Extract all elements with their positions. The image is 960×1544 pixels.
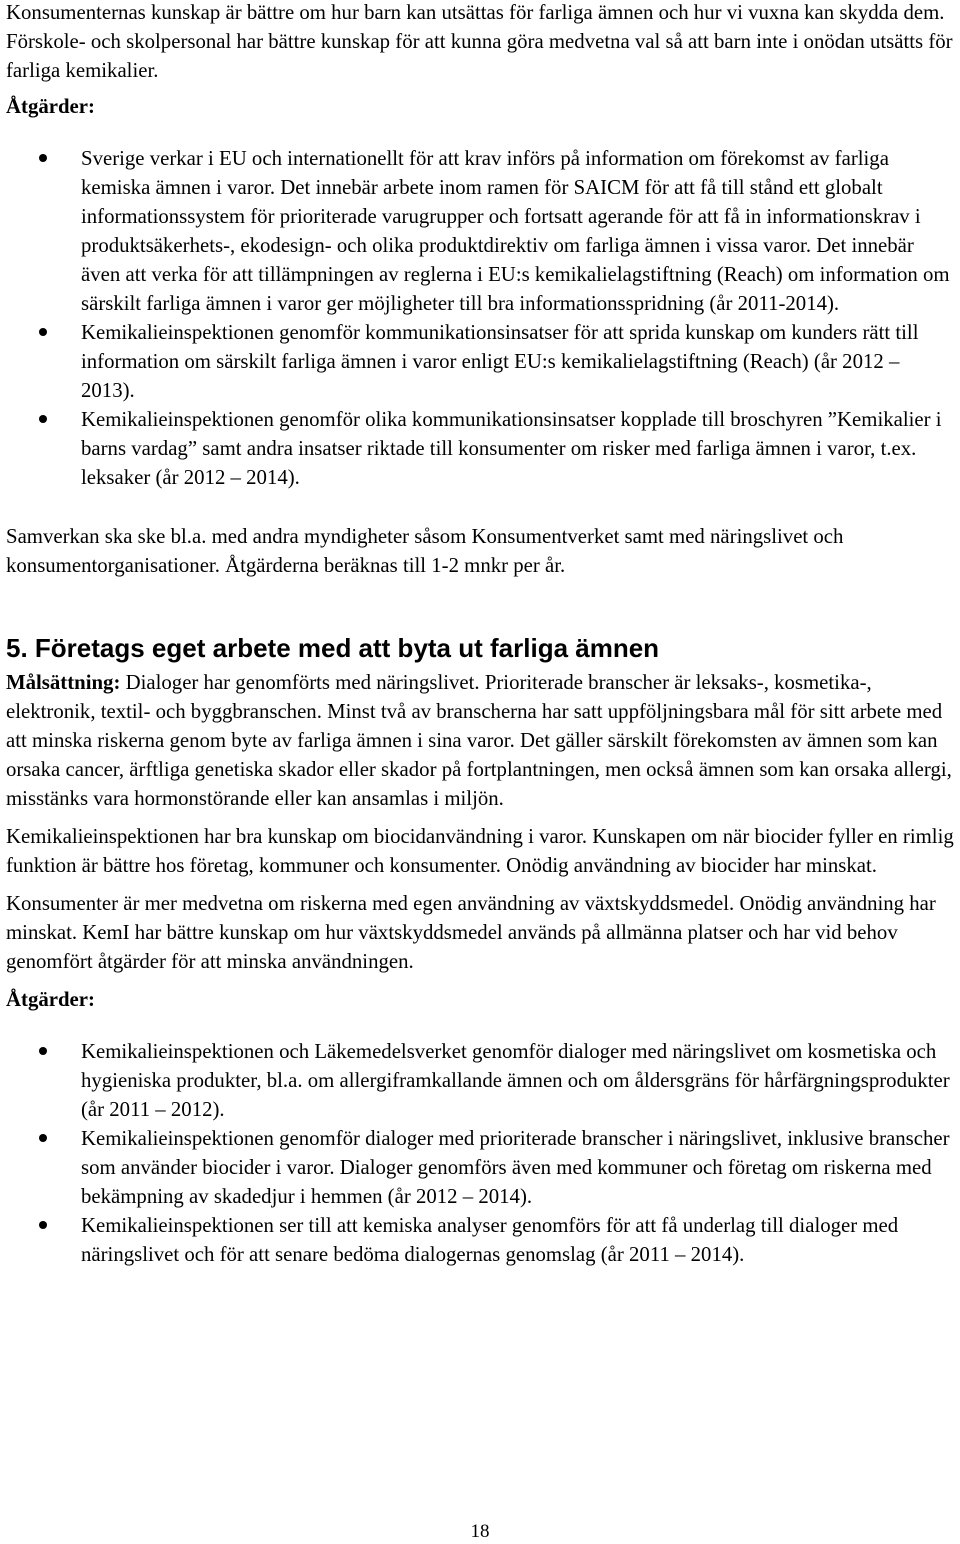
list-item (6, 1037, 956, 1124)
actions-heading: Åtgärder: (6, 95, 95, 118)
bullet-icon (39, 328, 47, 336)
goal-text: Dialoger har genomförts med näringslivet. Prioriterade branscher är leksaks-, kosmetika-, elektronik, textil- och byggbranschen. Minst två av branscherna har satt uppföljningsbara mål för sitt arbete med att minska riskerna genom byte av farliga ämnen i sina varor. Det gäller särskilt förekomsten av ämnen som kan orsaka cancer, ärftliga genetiska skador eller skador på fortplantningen, men också ämnen som kan orsaka allergi, misstänks vara hormonstörande eller kan ansamlas i miljön. (6, 671, 952, 810)
list-item (6, 318, 956, 405)
goal-paragraph (6, 668, 956, 813)
list-item-text: Kemikalieinspektionen genomför olika kommunikationsinsatser kopplade till broschyren ”Kemikalier i barns vardag” samt andra insatser riktade till konsumenter om risker med farliga ämnen i varor, t.ex. leksaker (år 2012 – 2014). (81, 408, 942, 489)
list-item (6, 144, 956, 318)
actions-heading: Åtgärder: (6, 988, 95, 1011)
list-item (6, 1124, 956, 1211)
list-item-text: Sverige verkar i EU och internationellt för att krav införs på information om förekomst av farliga kemiska ämnen i varor. Det innebär arbete inom ramen för SAICM för att få till stånd ett globalt informationssystem för prioriterade varugrupper och fortsatt agerande för att få in informationskrav i produktsäkerhets-, ekodesign- och olika produktdirektiv om farliga ämnen i vissa varor. Det innebär även att verka för att tillämpningen av reglerna i EU:s kemikalielagstiftning (Reach) om information om särskilt farliga ämnen i varor ger möjligheter till bra informationsspridning (år 2011-2014). (81, 147, 950, 315)
actions-list (6, 144, 956, 492)
section-heading: 5. Företags eget arbete med att byta ut farliga ämnen (6, 633, 660, 663)
intro-paragraph: Konsumenternas kunskap är bättre om hur barn kan utsättas för farliga ämnen och hur vi vuxna kan skydda dem. Förskole- och skolpersonal har bättre kunskap för att kunna göra medvetna val så att barn inte i onödan utsätts för farliga kemikalier. (6, 1, 953, 82)
bullet-icon (39, 1134, 47, 1142)
document-page (6, 0, 956, 1269)
bullet-icon (39, 1221, 47, 1229)
list-item (6, 405, 956, 492)
list-item (6, 1211, 956, 1269)
cooperation-paragraph: Samverkan ska ske bl.a. med andra myndigheter såsom Konsumentverket samt med näringslivet och konsumentorganisationer. Åtgärderna beräknas till 1-2 mnkr per år. (6, 525, 844, 577)
list-item-text: Kemikalieinspektionen genomför dialoger med prioriterade branscher i näringslivet, inklusive branscher som använder biocider i varor. Dialoger genomförs även med kommuner och företag om riskerna med bekämpning av skadedjur i hemmen (år 2012 – 2014). (81, 1127, 950, 1208)
list-item-text: Kemikalieinspektionen och Läkemedelsverket genomför dialoger med näringslivet om kosmetiska och hygieniska produkter, bl.a. om allergiframkallande ämnen och om åldersgräns för hårfärgningsprodukter (år 2011 – 2012). (81, 1040, 950, 1121)
bullet-icon (39, 415, 47, 423)
bullet-icon (39, 1047, 47, 1055)
list-item-text: Kemikalieinspektionen genomför kommunikationsinsatser för att sprida kunskap om kunders rätt till information om särskilt farliga ämnen i varor enligt EU:s kemikalielagstiftning (Reach) (år 2012 – 2013). (81, 321, 919, 402)
biocide-paragraph: Kemikalieinspektionen har bra kunskap om biocidanvändning i varor. Kunskapen om när biocider fyller en rimlig funktion är bättre hos företag, kommuner och konsumenter. Onödig användning av biocider har minskat. (6, 825, 954, 877)
plant-protection-paragraph: Konsumenter är mer medvetna om riskerna med egen användning av växtskyddsmedel. Onödig användning har minskat. KemI har bättre kunskap om hur växtskyddsmedel används på allmänna platser och har vid behov genomfört åtgärder för att minska användningen. (6, 892, 936, 973)
goal-label: Målsättning: (6, 671, 121, 694)
page-number: 18 (470, 1521, 490, 1542)
actions-list (6, 1037, 956, 1269)
bullet-icon (39, 154, 47, 162)
list-item-text: Kemikalieinspektionen ser till att kemiska analyser genomförs för att få underlag till dialoger med näringslivet och för att senare bedöma dialogernas genomslag (år 2011 – 2014). (81, 1214, 899, 1266)
